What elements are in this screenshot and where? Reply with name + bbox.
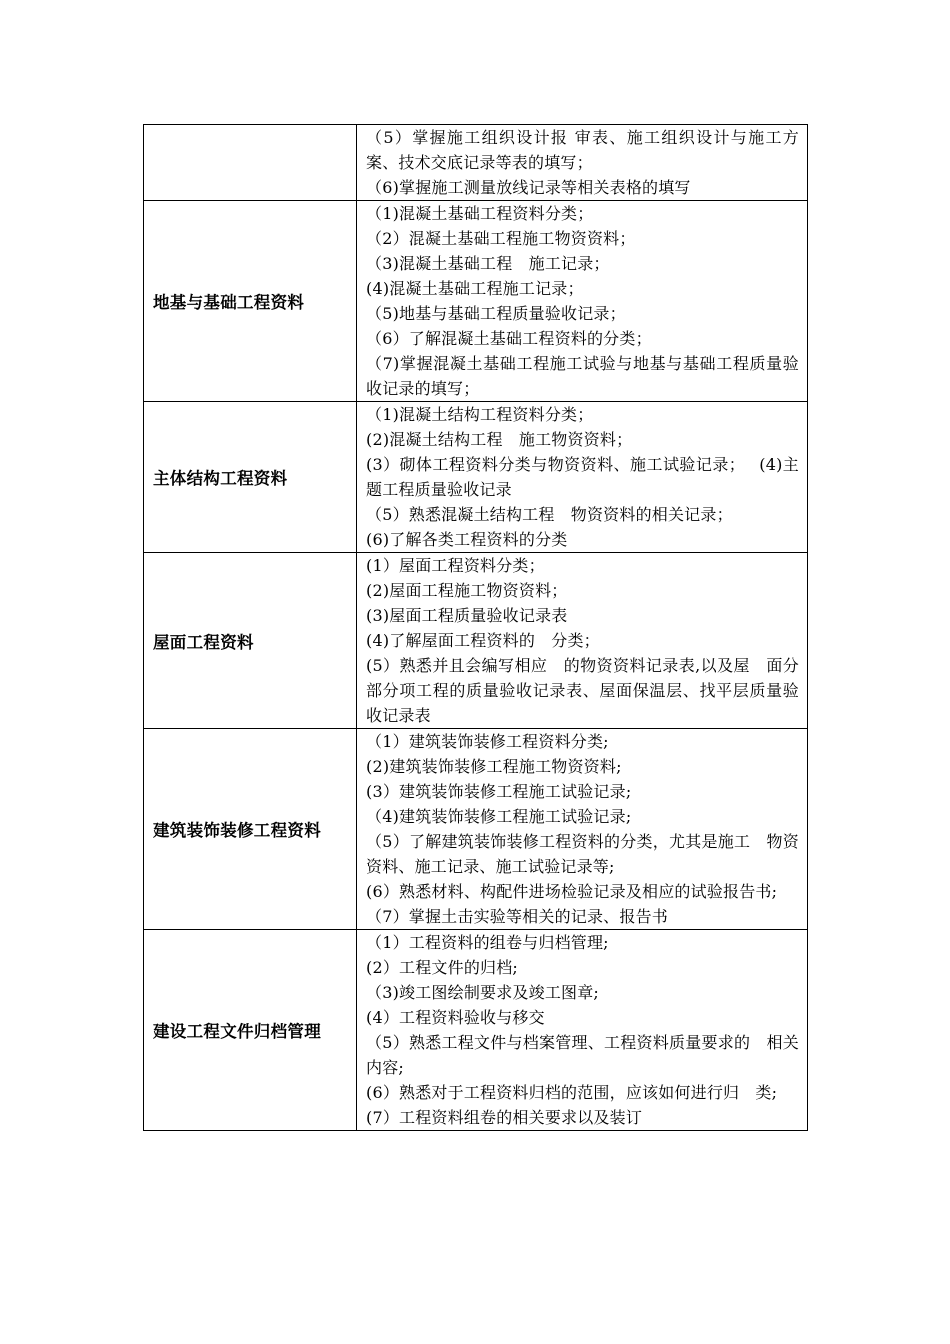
row-topic: 主体结构工程资料: [144, 402, 357, 553]
curriculum-table: [143, 124, 808, 1131]
list-item: (2)混凝土结构工程 施工物资资料；: [366, 430, 633, 449]
list-item: （7)掌握混凝土基础工程施工试验与地基与基础工程质量验收记录的填写；: [366, 354, 799, 398]
table-row: [144, 125, 808, 201]
list-item: （5)地基与基础工程质量验收记录；: [366, 304, 626, 323]
row-topic: 建设工程文件归档管理: [144, 930, 357, 1131]
table-row: [144, 201, 808, 402]
table-row: [144, 402, 808, 553]
list-item: (2)屋面工程施工物资资料；: [366, 581, 568, 600]
list-item: （1）建筑装饰装修工程资料分类;: [366, 732, 609, 751]
list-item: (3）建筑装饰装修工程施工试验记录;: [366, 782, 632, 801]
list-item: （5）熟悉工程文件与档案管理、工程资料质量要求的 相关内容;: [366, 1033, 799, 1077]
list-item: (2)建筑装饰装修工程施工物资资料;: [366, 757, 622, 776]
row-items: [357, 729, 808, 930]
list-item: (4）工程资料验收与移交: [366, 1008, 545, 1027]
list-item: (2）工程文件的归档;: [366, 958, 519, 977]
row-items: [357, 125, 808, 201]
list-item: (4)了解屋面工程资料的 分类；: [366, 631, 600, 650]
list-item: （3)竣工图绘制要求及竣工图章;: [366, 983, 600, 1002]
list-item: （4)建筑装饰装修工程施工试验记录;: [366, 807, 632, 826]
list-item: （1)混凝土基础工程资料分类；: [366, 204, 594, 223]
row-items: [357, 553, 808, 729]
row-topic: [144, 125, 357, 201]
row-topic: 屋面工程资料: [144, 553, 357, 729]
list-item: （1)混凝土结构工程资料分类；: [366, 405, 594, 424]
list-item: （6)掌握施工测量放线记录等相关表格的填写: [366, 178, 691, 197]
row-items: [357, 402, 808, 553]
list-item: (6)了解各类工程资料的分类: [366, 530, 568, 549]
list-item: (4)混凝土基础工程施工记录；: [366, 279, 584, 298]
list-item: （2）混凝土基础工程施工物资资料；: [366, 229, 636, 248]
list-item: （5）掌握施工组织设计报 审表、施工组织设计与施工方案、技术交底记录等表的填写；: [366, 128, 799, 172]
list-item: （5）了解建筑装饰装修工程资料的分类，尤其是施工 物资资料、施工记录、施工试验记录等;: [366, 832, 799, 876]
list-item: (3)屋面工程质量验收记录表: [366, 606, 568, 625]
list-item: (3）砌体工程资料分类与物资资料、施工试验记录； (4)主题工程质量验收记录: [366, 455, 799, 499]
table-row: [144, 729, 808, 930]
table-row: [144, 553, 808, 729]
row-items: [357, 201, 808, 402]
list-item: (6）熟悉材料、构配件进场检验记录及相应的试验报告书;: [366, 882, 778, 901]
curriculum-table-body: [144, 125, 808, 1131]
row-items: [357, 930, 808, 1131]
list-item: （1）工程资料的组卷与归档管理;: [366, 933, 609, 952]
row-topic: 建筑装饰装修工程资料: [144, 729, 357, 930]
table-row: [144, 930, 808, 1131]
list-item: (5）熟悉并且会编写相应 的物资资料记录表,以及屋 面分部分项工程的质量验收记录表、屋面保温层、找平层质量验收记录表: [366, 656, 799, 725]
list-item: （7）掌握土击实验等相关的记录、报告书: [366, 907, 668, 926]
list-item: (1）屋面工程资料分类；: [366, 556, 545, 575]
list-item: （3)混凝土基础工程 施工记录；: [366, 254, 610, 273]
list-item: (6）熟悉对于工程资料归档的范围，应该如何进行归 类;: [366, 1083, 778, 1102]
row-topic: 地基与基础工程资料: [144, 201, 357, 402]
list-item: （6）了解混凝土基础工程资料的分类；: [366, 329, 652, 348]
list-item: （5）熟悉混凝土结构工程 物资资料的相关记录；: [366, 505, 733, 524]
list-item: (7）工程资料组卷的相关要求以及装订: [366, 1108, 643, 1127]
